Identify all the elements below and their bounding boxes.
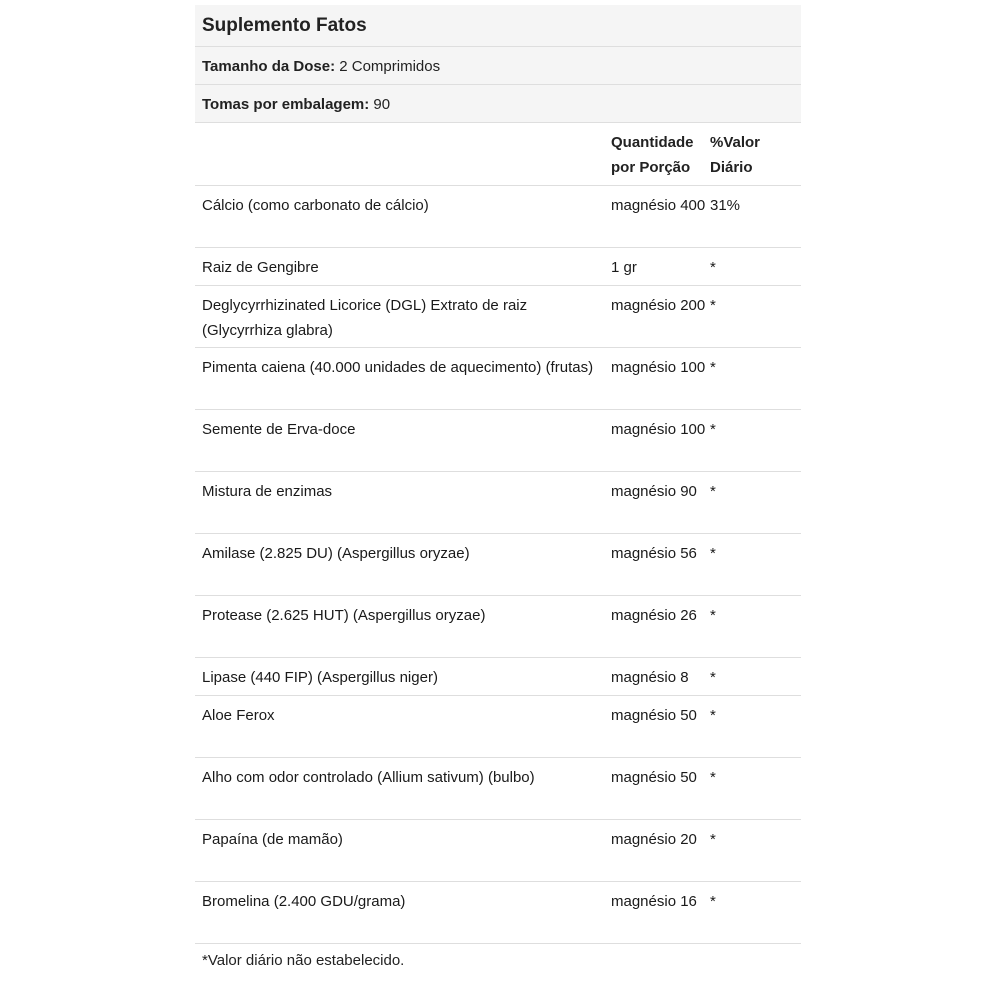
ingredient-daily-value: * [710, 409, 801, 471]
ingredient-name: Protease (2.625 HUT) (Aspergillus oryzae) [195, 595, 611, 657]
servings-per-container-label: Tomas por embalagem: [202, 96, 370, 113]
ingredient-daily-value: * [710, 247, 801, 285]
ingredient-name: Papaína (de mamão) [195, 819, 611, 881]
table-row [195, 247, 801, 285]
ingredient-amount: magnésio 20 [611, 819, 710, 881]
table-row [195, 347, 801, 409]
table-row [195, 595, 801, 657]
ingredient-daily-value: * [710, 533, 801, 595]
ingredient-daily-value: * [710, 471, 801, 533]
ingredient-amount: magnésio 100 [611, 347, 710, 409]
ingredient-daily-value: * [710, 695, 801, 757]
ingredient-amount: magnésio 200 [611, 285, 710, 347]
table-row [195, 657, 801, 695]
ingredient-daily-value: * [710, 285, 801, 347]
ingredient-name: Semente de Erva-doce [195, 409, 611, 471]
ingredient-amount: magnésio 100 [611, 409, 710, 471]
table-row [195, 471, 801, 533]
panel-title: Suplemento Fatos [195, 5, 801, 47]
ingredient-amount: magnésio 56 [611, 533, 710, 595]
table-header-row [195, 123, 801, 185]
ingredient-name: Deglycyrrhizinated Licorice (DGL) Extrato de raiz (Glycyrrhiza glabra) [195, 285, 611, 347]
ingredient-amount: magnésio 50 [611, 695, 710, 757]
table-row [195, 819, 801, 881]
supplement-facts-panel [195, 5, 801, 969]
table-row [195, 881, 801, 943]
facts-table [195, 123, 801, 944]
ingredient-name: Mistura de enzimas [195, 471, 611, 533]
ingredient-name: Aloe Ferox [195, 695, 611, 757]
ingredient-daily-value: * [710, 881, 801, 943]
ingredient-daily-value: * [710, 757, 801, 819]
ingredient-daily-value: * [710, 657, 801, 695]
serving-size-row [195, 47, 801, 85]
ingredient-daily-value: * [710, 819, 801, 881]
header-amount: Quantidade por Porção [611, 123, 710, 185]
serving-size-value: 2 Comprimidos [335, 58, 441, 75]
ingredient-amount: magnésio 50 [611, 757, 710, 819]
ingredient-amount: magnésio 90 [611, 471, 710, 533]
table-row [195, 533, 801, 595]
servings-per-container-value: 90 [369, 96, 391, 113]
ingredient-amount: magnésio 26 [611, 595, 710, 657]
ingredient-name: Amilase (2.825 DU) (Aspergillus oryzae) [195, 533, 611, 595]
table-row [195, 185, 801, 247]
ingredient-name: Cálcio (como carbonato de cálcio) [195, 185, 611, 247]
footnote: *Valor diário não estabelecido. [202, 951, 405, 969]
header-name [195, 123, 611, 185]
ingredient-daily-value: * [710, 595, 801, 657]
ingredient-daily-value: 31% [710, 185, 801, 247]
ingredient-name: Alho com odor controlado (Allium sativum) (bulbo) [195, 757, 611, 819]
ingredient-amount: magnésio 16 [611, 881, 710, 943]
header-daily-value: %Valor Diário [710, 123, 801, 185]
table-row [195, 757, 801, 819]
ingredient-daily-value: * [710, 347, 801, 409]
table-row [195, 285, 801, 347]
ingredient-name: Bromelina (2.400 GDU/grama) [195, 881, 611, 943]
ingredient-amount: 1 gr [611, 247, 710, 285]
ingredient-amount: magnésio 400 [611, 185, 710, 247]
servings-per-container-row [195, 85, 801, 123]
ingredient-amount: magnésio 8 [611, 657, 710, 695]
ingredient-name: Raiz de Gengibre [195, 247, 611, 285]
ingredient-name: Pimenta caiena (40.000 unidades de aquecimento) (frutas) [195, 347, 611, 409]
table-row [195, 695, 801, 757]
serving-size-label: Tamanho da Dose: [202, 58, 336, 75]
ingredient-name: Lipase (440 FIP) (Aspergillus niger) [195, 657, 611, 695]
table-row [195, 409, 801, 471]
